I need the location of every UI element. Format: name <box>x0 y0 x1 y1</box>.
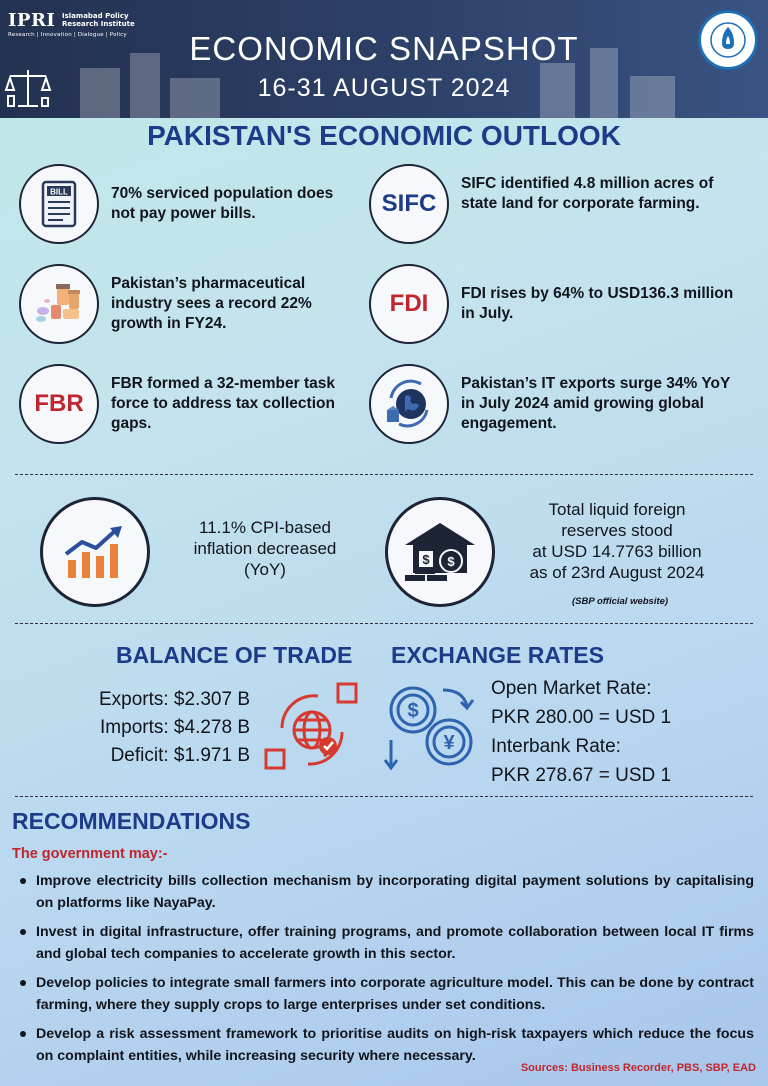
outlook-text-fbr: FBR formed a 32-member task force to address tax collection gaps. <box>111 375 335 432</box>
bill-icon <box>19 164 99 244</box>
outlook-text-bills: 70% serviced population does not pay power bills. <box>111 185 334 222</box>
page-title: ECONOMIC SNAPSHOT <box>189 30 579 67</box>
trade-globe-icon <box>262 680 364 776</box>
fbr-icon <box>19 364 99 444</box>
reserves-source: (SBP official website) <box>572 596 669 607</box>
header-banner <box>0 0 768 118</box>
list-item: Develop policies to integrate small farmers into corporate agriculture model. This can be done by contract farming, where they supply crops to large enterprises under set conditions. <box>14 972 754 1016</box>
fdi-label: FDI <box>389 290 429 317</box>
recommendations-lead: The government may:- <box>12 846 168 862</box>
trade-exports: Exports: $2.307 B <box>98 689 250 710</box>
sifc-label: SIFC <box>381 190 437 217</box>
ogdcl-logo <box>698 10 758 70</box>
outlook-text-it-exports: Pakistan’s IT exports surge 34% YoY in July 2024 amid growing global engagement. <box>461 375 731 432</box>
outlook-text-sifc: SIFC identified 4.8 million acres of state land for corporate farming. <box>461 175 714 212</box>
reserves-line-3: at USD 14.7763 billion <box>532 542 702 561</box>
trade-deficit: Deficit: $1.971 B <box>110 745 250 766</box>
interbank-value: PKR 278.67 = USD 1 <box>491 765 672 786</box>
outlook-text-pharma: Pakistan’s pharmaceutical industry sees a record 22% growth in FY24. <box>111 275 312 332</box>
cpi-text <box>165 517 365 580</box>
trade-figures <box>99 686 250 770</box>
ipri-tagline: Research | Innovation | Dialogue | Policy <box>8 32 127 38</box>
cpi-line-3: (YoY) <box>244 560 286 579</box>
recommendations-title: RECOMMENDATIONS <box>12 808 251 834</box>
sources-note: Sources: Business Recorder, PBS, SBP, EAD <box>520 1062 756 1074</box>
open-market-label: Open Market Rate: <box>491 678 652 699</box>
list-item: Develop a risk assessment framework to prioritise audits on high-risk taxpayers which reduce the focus on complaint entities, while increasing security where necessary. <box>14 1023 754 1067</box>
list-item: Invest in digital infrastructure, offer training programs, and promote collaboration between local IT firms and global tech companies to accelerate growth in this sector. <box>14 921 754 965</box>
svg-text:$: $ <box>422 552 430 567</box>
currency-exchange-icon <box>383 680 487 776</box>
outlook-text-fdi: FDI rises by 64% to USD136.3 million in July. <box>461 285 734 322</box>
reserves-text <box>505 499 729 583</box>
cpi-line-1: 11.1% CPI-based <box>199 518 331 537</box>
svg-text:$: $ <box>407 700 419 722</box>
svg-text:BILL: BILL <box>50 187 68 197</box>
fbr-label: FBR <box>34 390 84 417</box>
open-market-value: PKR 280.00 = USD 1 <box>491 707 672 728</box>
sifc-icon <box>369 164 449 244</box>
recommendations-list <box>14 870 754 1074</box>
reserves-line-4: as of 23rd August 2024 <box>529 563 705 582</box>
trade-imports: Imports: $4.278 B <box>100 717 250 738</box>
exchange-figures <box>491 674 671 790</box>
fdi-icon <box>369 264 449 344</box>
ipri-name-1: Islamabad Policy <box>62 12 129 20</box>
cpi-line-2: inflation decreased <box>193 539 337 558</box>
divider-1 <box>15 474 753 475</box>
svg-text:¥: ¥ <box>443 732 455 754</box>
divider-2 <box>15 623 753 624</box>
list-item: Improve electricity bills collection mechanism by incorporating digital payment solutions by capitalising on platforms like NayaPay. <box>14 870 754 914</box>
reserves-line-2: reserves stood <box>561 521 673 540</box>
divider-3 <box>15 796 753 797</box>
outlook-title: PAKISTAN'S ECONOMIC OUTLOOK <box>147 120 621 151</box>
globe-icon <box>369 364 449 444</box>
svg-text:$: $ <box>447 554 455 569</box>
page-date-range: 16-31 AUGUST 2024 <box>257 74 511 102</box>
ipri-abbr: IPRI <box>8 10 56 31</box>
growth-chart-icon <box>40 497 150 607</box>
reserves-line-1: Total liquid foreign <box>548 500 686 519</box>
interbank-label: Interbank Rate: <box>491 736 621 757</box>
ipri-name-2: Research Institute <box>62 20 135 28</box>
pharma-icon <box>19 264 99 344</box>
reserves-bank-icon <box>385 497 495 607</box>
trade-title: BALANCE OF TRADE <box>116 642 353 668</box>
exchange-title: EXCHANGE RATES <box>391 642 604 668</box>
